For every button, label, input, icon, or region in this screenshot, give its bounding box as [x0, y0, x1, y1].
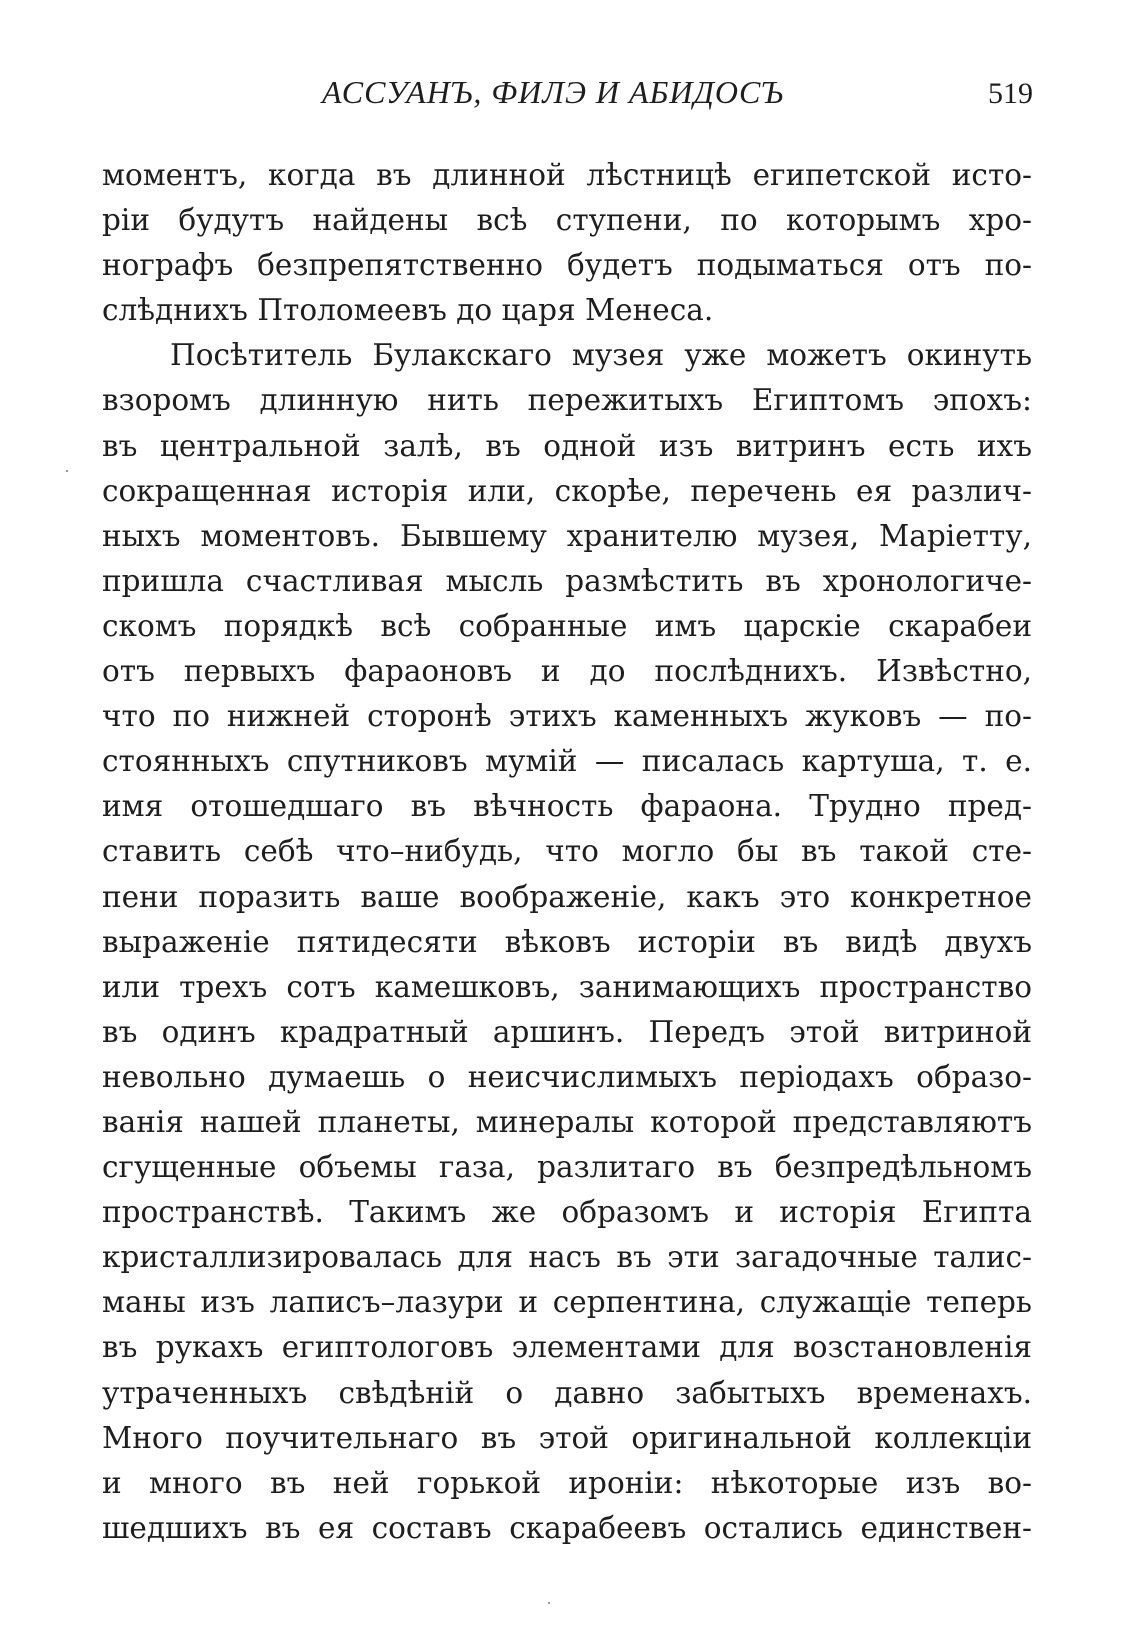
- text-line: шедшихъ въ ея составъ скарабеевъ остались единствен-: [102, 1510, 1032, 1545]
- text-line: ванiя нашей планеты, минералы которой представляютъ: [102, 1104, 1032, 1139]
- page-number: 519: [988, 77, 1033, 110]
- text-line: выраженiе пятидесяти вѣковъ исторiи въ видѣ двухъ: [102, 924, 1032, 959]
- paragraph-end-line: слѣднихъ Птоломеевъ до царя Менеса.: [102, 293, 714, 328]
- text-line: въ одинъ крадратный аршинъ. Передъ этой витриной: [102, 1014, 1032, 1049]
- text-line: Много поучительнаго въ этой оригинальной коллекцiи: [102, 1420, 1032, 1455]
- text-line: въ рукахъ египтологовъ элементами для возстановленiя: [102, 1330, 1032, 1365]
- text-line: взоромъ длинную нить пережитыхъ Египтомъ эпохъ:: [102, 383, 1032, 418]
- text-line: рiи будутъ найдены всѣ ступени, по которымъ хро-: [102, 203, 1032, 238]
- paper-speck: [66, 470, 68, 472]
- text-line: маны изъ лаписъ–лазури и серпентина, служащiе теперь: [102, 1285, 1032, 1320]
- text-line: утраченныхъ свѣдѣнiй о давно забытыхъ временахъ.: [102, 1375, 1032, 1410]
- text-line: въ центральной залѣ, въ одной изъ витринъ есть ихъ: [102, 428, 1032, 463]
- text-line: кристаллизировалась для насъ въ эти загадочные талис-: [102, 1240, 1032, 1275]
- text-line: пришла счастливая мысль размѣстить въ хронологиче-: [102, 563, 1032, 598]
- text-line: и много въ ней горькой иронiи: нѣкоторые изъ во-: [102, 1465, 1032, 1500]
- text-line: имя отошедшаго въ вѣчность фараона. Трудно пред-: [102, 789, 1032, 824]
- running-title: АССУАНЪ, ФИЛЭ И АБИДОСЪ: [322, 74, 784, 110]
- text-line: нографъ безпрепятственно будетъ подыматься отъ по-: [102, 248, 1032, 283]
- text-line: моментъ, когда въ длинной лѣстницѣ египетской исто-: [102, 158, 1032, 192]
- text-line: отъ первыхъ фараоновъ и до послѣднихъ. Извѣстно,: [102, 654, 1032, 689]
- text-line: сокращенная исторiя или, скорѣе, перечень ея различ-: [102, 473, 1032, 508]
- text-line: ставить себѣ что–нибудь, что могло бы въ такой сте-: [102, 834, 1032, 869]
- text-line: скомъ порядкѣ всѣ собранные имъ царскiе скарабеи: [102, 608, 1032, 643]
- text-line: пени поразить ваше воображенiе, какъ это конкретное: [102, 879, 1032, 914]
- paper-speck: [548, 1602, 550, 1604]
- text-line: или трехъ сотъ камешковъ, занимающихъ пространство: [102, 969, 1032, 1004]
- text-line: ныхъ моментовъ. Бывшему хранителю музея, Марiетту,: [102, 518, 1032, 553]
- running-header: [0, 72, 1140, 112]
- text-line: пространствѣ. Такимъ же образомъ и исторiя Египта: [102, 1195, 1032, 1230]
- text-line: сгущенные объемы газа, разлитаго въ безпредѣльномъ: [102, 1150, 1032, 1185]
- text-line: что по нижней сторонѣ этихъ каменныхъ жуковъ — по-: [102, 699, 1032, 734]
- text-line: невольно думаешь о неисчислимыхъ перiодахъ образо-: [102, 1059, 1032, 1094]
- text-line: стоянныхъ спутниковъ мумiй — писалась картуша, т. е.: [102, 744, 1032, 779]
- paragraph-start-line: Посѣтитель Булакскаго музея уже можетъ окинуть: [170, 338, 1032, 373]
- body-text: [102, 153, 1032, 1551]
